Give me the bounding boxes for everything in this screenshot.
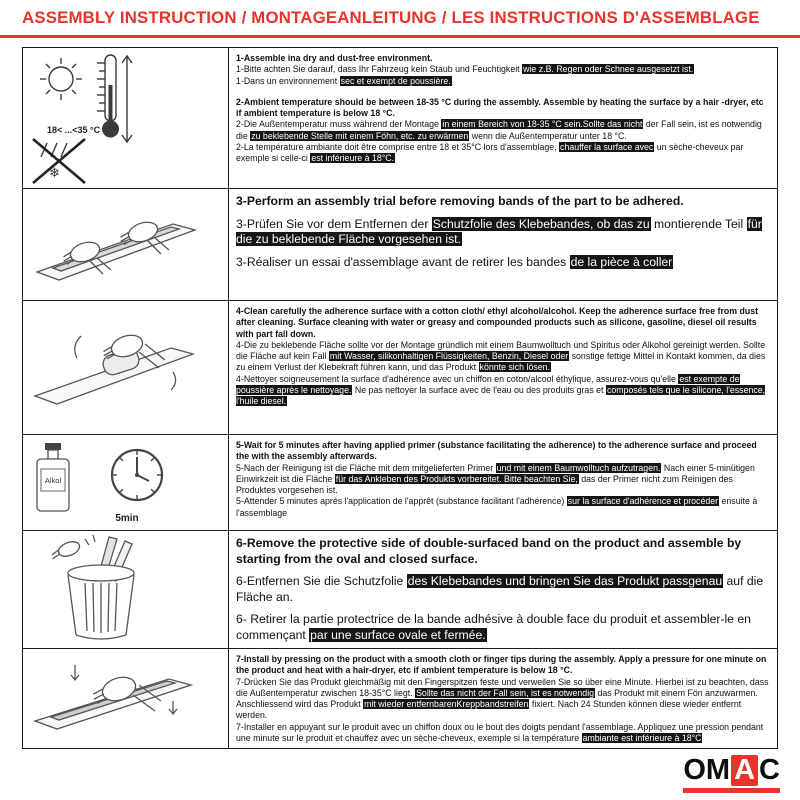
instruction-6-text (229, 531, 777, 648)
text-segment: 1-Dans un environnement (236, 75, 340, 86)
text-segment: das Produkt mit einem Fön anzuwarmen. Anschliessend wird das Produkt (236, 687, 758, 710)
surface-cleaning-illustration (23, 301, 229, 434)
instruction-line (236, 440, 770, 463)
text-segment: Nach einer 5-minütigen Einwirkzeit ist die Fläche (236, 462, 755, 484)
sun-icon (40, 58, 82, 100)
instruction-block (236, 654, 770, 744)
highlighted-text: wie z.B. Regen oder Schnee ausgesetzt ist. (523, 64, 694, 75)
band-disposal-illustration (23, 531, 229, 648)
omac-logo (683, 755, 780, 793)
text-segment: 4-Clean carefully the adherence surface with a cotton cloth/ ethyl alcohol/alcohol. Keep the adherence surface free from dust after cleaning. Surface cleaning with water or greasy and compounded products such as silicone, gasoline, diesel oil results with part fall down. (236, 306, 759, 339)
instruction-line (236, 654, 770, 677)
highlighted-text: composés tels que le silicone, l'essence, l'huile diesel. (236, 385, 766, 407)
instruction-3-text (229, 189, 777, 300)
instruction-line (236, 76, 770, 87)
text-segment: 7-Install by pressing on the product with a smooth cloth or finger tips during the assembly. Apply a pressure for one minute on the product and heat with a hair-dryer, etc if ambient temperature is below 18 °C. (236, 654, 767, 676)
alcohol-bottle-label: Alkol (44, 475, 62, 485)
instruction-line (236, 255, 770, 271)
instruction-line (236, 463, 770, 497)
text-segment: 1-Bitte achten Sie darauf, dass Ihr Fahrzeug kein Staub und Feuchtigkeit (236, 64, 523, 75)
thermometer-icon (97, 55, 132, 142)
text-segment: 5-Attender 5 minutes après l'application de l'apprêt (substance facilitant l'adhérence) (236, 496, 567, 507)
instruction-line (236, 194, 770, 210)
text-segment: 5-Wait for 5 minutes after having applied primer (substance facilitating the adherence) to the adherence surface and proceed the with the assembly afterwards. (236, 440, 757, 462)
alcohol-bottle-icon (37, 443, 69, 511)
instruction-block (236, 194, 770, 270)
row-assembly-trial (23, 188, 777, 300)
timer-clock-icon (112, 450, 162, 500)
instruction-line (236, 340, 770, 374)
highlighted-text: est inférieure à 18°C. (311, 153, 395, 164)
text-segment: 5-Nach der Reinigung ist die Fläche mit dem mitgelieferten Primer (236, 462, 496, 473)
text-segment: auf die Fläche an. (236, 574, 764, 604)
highlighted-text: und mit einem Baumwolltuch aufzutragen. (496, 462, 661, 473)
instruction-line (236, 217, 770, 248)
instruction-7-text (229, 649, 777, 748)
environment-icons (23, 49, 228, 187)
temperature-range-label: 18< ...<35 °C (47, 125, 101, 135)
row-band-removal (23, 530, 777, 648)
omac-logo-text (683, 755, 780, 786)
text-segment: 6- Retirer la partie protectrice de la bande adhésive à double face du produit et assembler-le en commençant (236, 612, 751, 642)
text-segment: der Fall sein, ist es notwendig die (236, 119, 762, 141)
instruction-line (236, 97, 770, 120)
instruction-4-text (229, 301, 777, 434)
snowflake-icon: ❄ (49, 165, 60, 180)
press-installation-illustration (23, 649, 229, 748)
logo-underline-bar (683, 788, 780, 793)
row-surface-cleaning (23, 300, 777, 434)
text-segment: 6-Remove the protective side of double-surfaced band on the product and assemble by starting from the oval and closed surface. (236, 536, 742, 566)
text-segment: 7-Installer en appuyant sur le produit avec un chiffon doux ou le bout des doigts pendant l'assemblage. Appliquez une pression pendant une minute sur le produit et chauffez avec un sèche-cheveux, exemple si la température (236, 721, 764, 744)
text-segment: 2-La température ambiante doit être comprise entre 18 et 35°C lors d'assemblage, (236, 142, 560, 153)
pressing-hand-icon (23, 651, 228, 747)
alcohol-and-clock-icons (23, 437, 228, 529)
instruction-line (236, 574, 770, 605)
highlighted-text: ambiante est inférieure à 18°C (582, 733, 702, 744)
text-segment: Ne pas nettoyer la surface avec de l'eau ou des produits gras et (352, 385, 606, 396)
highlighted-text: für die zu beklebende Fläche vorgesehen ist. (236, 216, 762, 247)
instruction-line (236, 53, 770, 64)
wiping-hand-icon (23, 302, 228, 434)
page-title: ASSEMBLY INSTRUCTION / MONTAGEANLEITUNG / LES INSTRUCTIONS D'ASSEMBLAGE (22, 8, 760, 27)
header (0, 0, 800, 28)
instruction-line (236, 496, 770, 519)
highlighted-text: par une surface ovale et fermée. (310, 627, 486, 642)
highlighted-text: de la pièce à coller (570, 254, 673, 269)
five-minutes-label: 5min (115, 512, 139, 524)
instruction-line (236, 536, 770, 567)
instruction-line (236, 374, 770, 408)
highlighted-text: mit wieder entfernbarenKreppbandstreifen (364, 699, 529, 710)
highlighted-text: mit Wasser, silikonhaltigen Flüssigkeiten, Benzin, Diesel oder (329, 351, 569, 362)
logo-letter-a: A (731, 755, 758, 786)
highlighted-text: chauffer la surface avec (560, 142, 654, 153)
hands-applying-strip-icon (23, 190, 228, 300)
instruction-line (236, 64, 770, 75)
highlighted-text: zu beklebende Stelle mit einem Föhn, etc. zu erwärmen (251, 130, 469, 141)
highlighted-text: est exempte de poussière après le nettoyage. (236, 373, 740, 396)
instruction-line (236, 306, 770, 340)
text-segment: montierende Teil (650, 216, 747, 231)
instruction-block (236, 306, 770, 408)
environment-conditions-illustration (23, 48, 229, 188)
instruction-line (236, 119, 770, 142)
text-segment: 7-Drücken Sie das Produkt gleichmäßig mit den Fingerspitzen feste und verweilen Sie so über eine Minute. Hierbei ist zu beachten, dass die Außentemperatur zwischen 18-35°C liegt. (236, 676, 769, 698)
instruction-block (236, 97, 770, 165)
instruction-block (236, 440, 770, 519)
footer (0, 749, 800, 793)
header-rule (0, 35, 800, 38)
row-environment-temperature (23, 48, 777, 188)
text-segment: das der Primer nicht zum Reinigen des Produktes vorgesehen ist. (236, 473, 733, 496)
text-segment: sonstige fettige Mittel in Kontakt kommen, da dies zu einem Verlust der Klebekraft führen kann, und das Produkt (236, 351, 766, 373)
text-segment: 4-Die zu beklebende Fläche sollte vor der Montage gründlich mit einem Baumwolltuch und Spiritus oder Alkohol gereinigt werden. Sollte die Fläche auf kein Fall (236, 339, 766, 362)
row-primer-wait (23, 434, 777, 530)
row-press-install (23, 648, 777, 748)
text-segment: ensuite à l'assemblage (236, 496, 758, 518)
text-segment: fixiert. Nach 24 Stunden können diese wieder entfernt werden. (236, 699, 742, 721)
no-rain-snow-icon (33, 139, 85, 183)
text-segment: wenn die Außentemperatur unter 18 °C. (469, 130, 627, 141)
trash-can-icon (23, 533, 228, 647)
instruction-table (22, 47, 778, 749)
instruction-block (236, 536, 770, 644)
highlighted-text: sur la surface d'adhérence et procéder (567, 496, 719, 507)
highlighted-text: sec et exempt de poussière. (340, 75, 451, 86)
instruction-line (236, 722, 770, 745)
logo-letter-c: C (759, 754, 780, 787)
logo-letters-om: OM (683, 754, 731, 787)
text-segment: 3-Réaliser un essai d'assemblage avant de retirer les bandes (236, 254, 570, 269)
highlighted-text: Sollte das nicht der Fall sein, ist es notwendig (416, 687, 595, 698)
highlighted-text: könnte sich lösen. (479, 362, 550, 373)
highlighted-text: für das Ankleben des Produkts vorbereitet. Bitte beachten Sie, (335, 473, 578, 484)
text-segment: 3-Prüfen Sie vor dem Entfernen der (236, 216, 432, 231)
text-segment: 6-Entfernen Sie die Schutzfolie (236, 574, 407, 589)
text-segment: 1-Assemble ina dry and dust-free environment. (236, 53, 433, 63)
instruction-block (236, 53, 770, 87)
instruction-line (236, 142, 770, 165)
instruction-line (236, 677, 770, 722)
text-segment: un sèche-cheveux par exemple si celle-ci (236, 142, 744, 164)
text-segment: 3-Perform an assembly trial before removing bands of the part to be adhered. (236, 194, 684, 208)
highlighted-text: in einem Bereich von 18-35 °C sein.Sollte das nicht (442, 119, 643, 130)
strip-application-illustration (23, 189, 229, 300)
text-segment: 2-Die Außentemperatur muss während der Montage (236, 119, 442, 130)
text-segment: 2-Ambient temperature should be between 18-35 °C during the assembly. Assemble by heating the surface by a hair -dryer, etc if ambient temperature is below 18 °C. (236, 96, 764, 119)
highlighted-text: Schutzfolie des Klebebandes, ob das zu (432, 216, 650, 231)
highlighted-text: des Klebebandes und bringen Sie das Produkt passgenau (407, 574, 723, 589)
instruction-line (236, 612, 770, 643)
instruction-5-text (229, 435, 777, 530)
instructions-1-2-text (229, 48, 777, 188)
text-segment: 4-Nettoyer soigneusement la surface d'adhérence avec un chiffon en coton/alcool éthylique, assurez-vous qu'elle (236, 373, 679, 384)
primer-wait-illustration (23, 435, 229, 530)
